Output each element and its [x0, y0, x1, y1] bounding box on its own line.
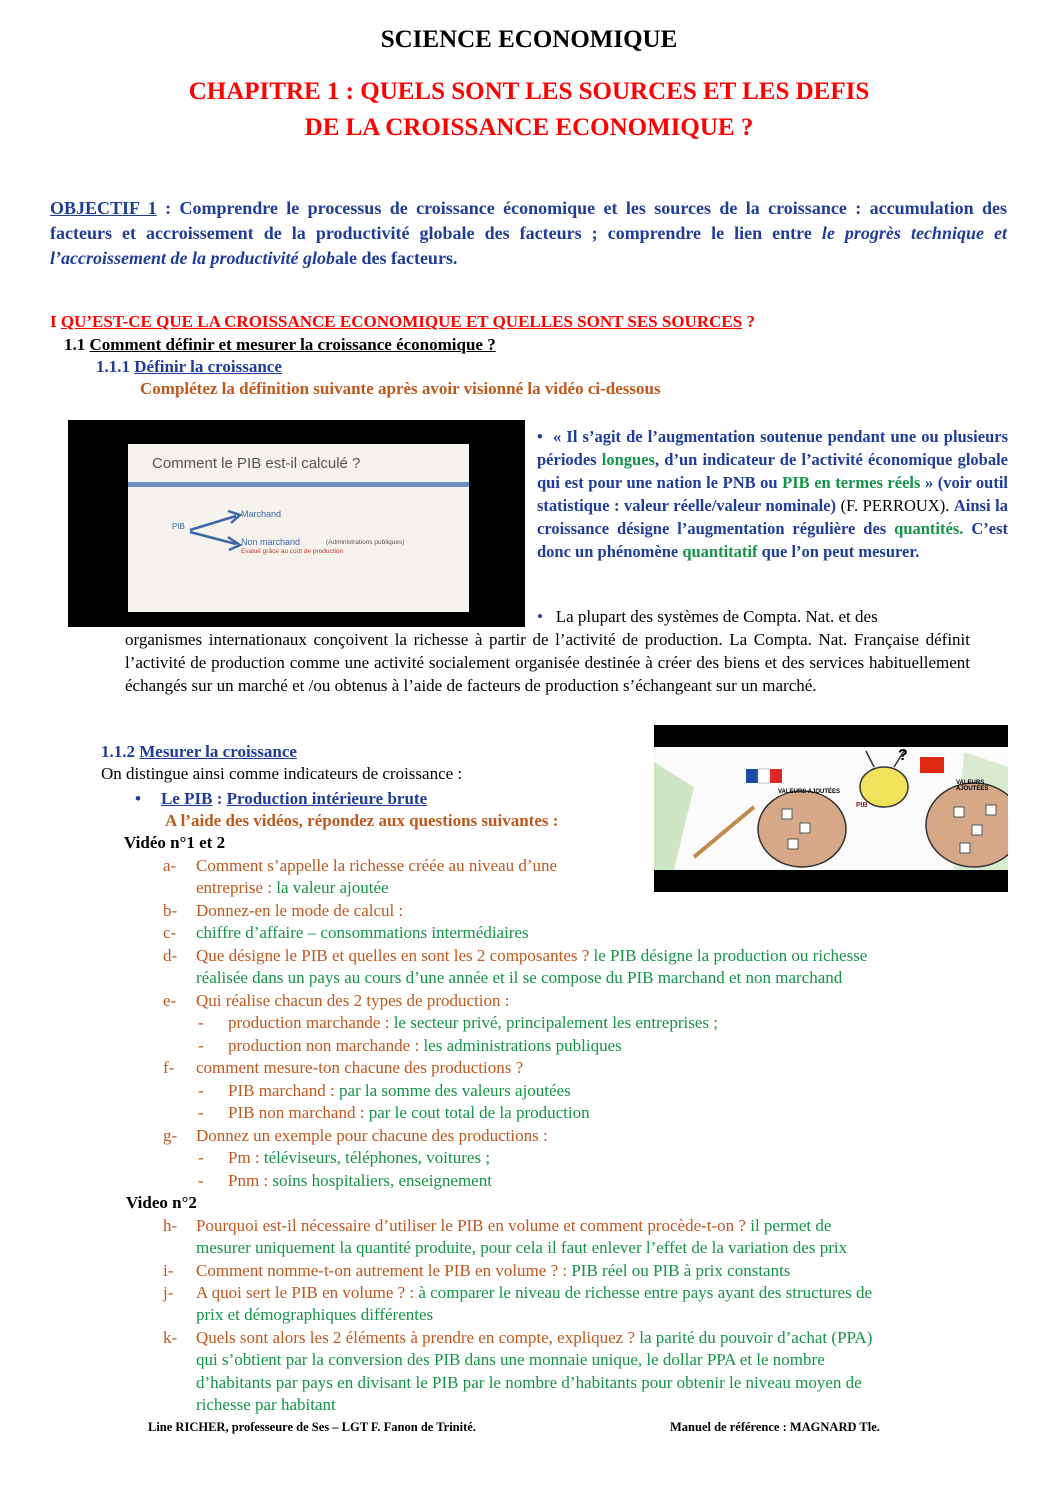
- qa-c-answer: chiffre d’affaire – consommations intermédiaires: [196, 923, 529, 942]
- subsection-num: 1.1.1: [96, 357, 135, 376]
- objective-end: ale des facteurs.: [334, 248, 458, 268]
- qa-h-letter: h-: [163, 1216, 178, 1235]
- page-title: SCIENCE ECONOMIQUE: [380, 26, 678, 53]
- qa-a-line2: entreprise : la valeur ajoutée: [196, 878, 389, 897]
- subsection-title: Comment définir et mesurer la croissance économique ?: [89, 335, 496, 354]
- qa-f-item2: PIB non marchand : par le cout total de la production: [228, 1103, 590, 1122]
- slide-evalue: Evalué grâce au coût de production: [241, 548, 344, 555]
- cartoon-drawing: [654, 747, 1008, 870]
- slide-admin: (Administrations publiques): [326, 539, 405, 546]
- subsection-1-1: [64, 334, 496, 356]
- section-prefix: I: [50, 312, 61, 331]
- subsection-1-1-1: [96, 356, 282, 378]
- bag-pib-label: PIB: [856, 802, 868, 809]
- dash: -: [198, 1103, 204, 1122]
- qa-a-question: Comment s’appelle la richesse créée au niveau d’une: [196, 856, 558, 875]
- pib-item: • Le PIB : Production intérieure brute: [135, 789, 428, 808]
- objective-italic: le progrès technique et l’accroissement de la productivité glob: [50, 223, 1007, 268]
- video-player-1[interactable]: [68, 420, 525, 627]
- qa-g-item1: Pm : téléviseurs, téléphones, voitures ;: [228, 1148, 491, 1167]
- chapter-title-line2: DE LA CROISSANCE ECONOMIQUE ?: [304, 114, 754, 141]
- qa-k-line3: d’habitants par pays en divisant le PIB par le nombre d’habitants pour obtenir le niveau moyen de: [196, 1373, 862, 1392]
- qa-f-letter: f-: [163, 1058, 175, 1077]
- qa-b-letter: b-: [163, 901, 178, 920]
- qa-j-letter: j-: [163, 1283, 174, 1302]
- footer-reference: Manuel de référence : MAGNARD Tle.: [670, 1420, 880, 1434]
- video-slide: [128, 444, 469, 612]
- definition-quote: • « Il s’agit de l’augmentation soutenue pendant une ou plusieurs périodes longues, d’un indicateur de l’activité économique globale qui est pour une nation le PNB ou PIB en termes réels » (voir outil statistique : valeur réelle/valeur nominale) (F. PERROUX). Ainsi la croissance désigne l’augmentation régulière des quantités. C’est donc un phénomène quantitatif que l’on peut mesurer.: [537, 427, 1008, 561]
- slide-title: Comment le PIB est-il calculé ?: [152, 455, 361, 472]
- qa-c-letter: c-: [163, 923, 177, 942]
- dash: -: [198, 1171, 204, 1190]
- subsection-num: 1.1: [64, 335, 90, 354]
- dash: -: [198, 1013, 204, 1032]
- qa-i-line: Comment nomme-t-on autrement le PIB en volume ? : PIB réel ou PIB à prix constants: [196, 1261, 791, 1280]
- slide-marchand: Marchand: [241, 509, 282, 519]
- qa-i-letter: i-: [163, 1261, 174, 1280]
- qa-e-question: Qui réalise chacun des 2 types de production :: [196, 991, 510, 1010]
- instruction-text: Complétez la définition suivante après avoir visionné la vidéo ci-dessous: [140, 379, 661, 398]
- objective-paragraph: [50, 196, 1007, 271]
- cartoon-illustration: [654, 747, 1008, 870]
- qa-g-question: Donnez un exemple pour chacune des productions :: [196, 1126, 548, 1145]
- qa-d-line2: réalisée dans un pays au cours d’une année et il se compose du PIB marchand et non marchand: [196, 968, 843, 987]
- qa-g-item2: Pnm : soins hospitaliers, enseignement: [228, 1171, 492, 1190]
- objective-text: Comprendre le processus de croissance économique et les sources de la croissance : accumulation des facteurs et accroissement de la productivité globale des facteurs ; comprendre le lien entre: [50, 198, 1007, 243]
- qa-f-item1: PIB marchand : par la somme des valeurs ajoutées: [228, 1081, 571, 1100]
- qa-h-line2: mesurer uniquement la quantité produite, pour cela il faut enlever l’effet de la variation des prix: [196, 1238, 848, 1257]
- qa-e-letter: e-: [163, 991, 177, 1010]
- video-label-1-2: Vidéo n°1 et 2: [124, 833, 226, 852]
- footer-author: Line RICHER, professeure de Ses – LGT F. Fanon de Trinité.: [148, 1420, 476, 1434]
- subsection-1-1-2: 1.1.2 Mesurer la croissance: [101, 742, 297, 761]
- indicators-intro: On distingue ainsi comme indicateurs de croissance :: [101, 764, 463, 783]
- qa-k-letter: k-: [163, 1328, 178, 1347]
- qa-g-letter: g-: [163, 1126, 178, 1145]
- qa-b-question: Donnez-en le mode de calcul :: [196, 901, 404, 920]
- qa-d-line1: Que désigne le PIB et quelles en sont les 2 composantes ? le PIB désigne la production ou richesse: [196, 946, 868, 965]
- comptanat-paragraph: organismes internationaux conçoivent la richesse à partir de l’activité de production. La Compta. Nat. Française définit l’activité de production comme une activité socialement organisée destinée à créer des biens et des services habituellement échangés sur un marché et /ou obtenus à l’aide de facteurs de production s’échangeant sur un marché.: [125, 630, 970, 695]
- qa-d-letter: d-: [163, 946, 178, 965]
- dash: -: [198, 1036, 204, 1055]
- videos-instruction: A l’aide des vidéos, répondez aux questions suivantes :: [165, 811, 559, 830]
- slide-non-marchand: Non marchand: [241, 537, 301, 547]
- bag-label-1: VALEURS AJOUTÉES: [778, 789, 841, 795]
- video-label-2: Video n°2: [126, 1193, 197, 1212]
- question-mark: ?: [898, 747, 908, 764]
- dash: -: [198, 1081, 204, 1100]
- objective-sep: :: [156, 198, 180, 218]
- qa-h-line1: Pourquoi est-il nécessaire d’utiliser le PIB en volume et comment procède-t-on ? il permet de: [196, 1216, 832, 1235]
- slide-pib: PIB: [172, 522, 185, 531]
- bag-label-2: VALEURS AJOUTÉES: [956, 780, 989, 792]
- comptanat-first-line: • La plupart des systèmes de Compta. Nat. et des: [537, 607, 878, 626]
- qa-e-item1: production marchande : le secteur privé, principalement les entreprises ;: [228, 1013, 718, 1032]
- qa-e-item2: production non marchande : les administrations publiques: [228, 1036, 622, 1055]
- qa-k-line1: Quels sont alors les 2 éléments à prendre en compte, expliquez ? la parité du pouvoir d’achat (PPA): [196, 1328, 873, 1347]
- qa-k-line4: richesse par habitant: [196, 1395, 336, 1414]
- bullet: •: [537, 427, 543, 446]
- video-player-2[interactable]: [654, 725, 1008, 892]
- qa-k-line2: qui s’obtient par la conversion des PIB dans une monnaie unique, le dollar PPA et le nombre: [196, 1350, 825, 1369]
- chapter-title-line1: CHAPITRE 1 : QUELS SONT LES SOURCES ET LES DEFIS: [188, 78, 870, 105]
- section-title: QU’EST-CE QUE LA CROISSANCE ECONOMIQUE ET QUELLES SONT SES SOURCES: [60, 312, 743, 331]
- qa-a-letter: a-: [163, 856, 177, 875]
- qa-j-line2: prix et démographiques différentes: [196, 1305, 434, 1324]
- qa-f-question: comment mesure-ton chacune des productions ?: [196, 1058, 524, 1077]
- objective-label: OBJECTIF 1: [50, 198, 157, 218]
- section-suffix: ?: [742, 312, 755, 331]
- dash: -: [198, 1148, 204, 1167]
- section-heading: [50, 311, 755, 333]
- qa-j-line1: A quoi sert le PIB en volume ? : à comparer le niveau de richesse entre pays ayant des structures de: [196, 1283, 872, 1302]
- subsection-title: Définir la croissance: [134, 357, 282, 376]
